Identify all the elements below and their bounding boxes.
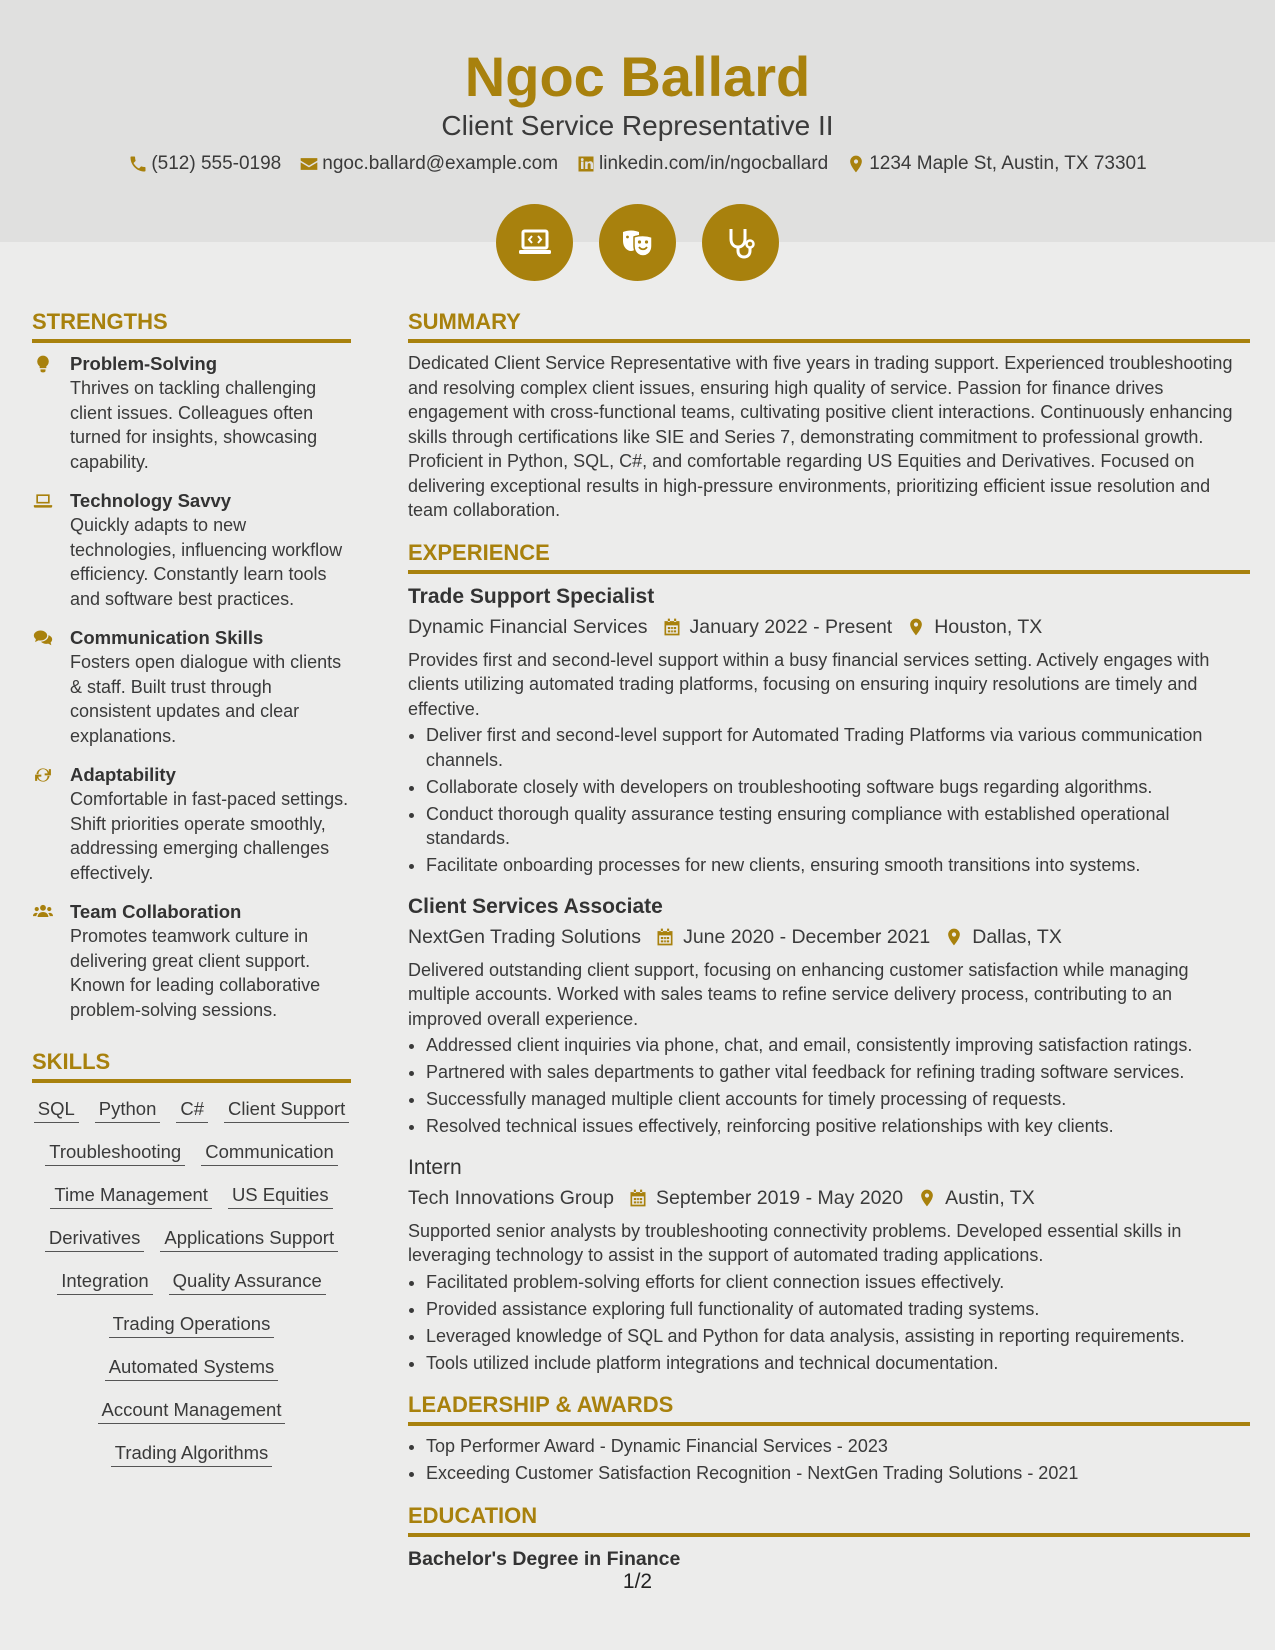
phone-icon — [128, 154, 148, 174]
job-entry — [408, 892, 1250, 1139]
map-pin-icon — [917, 1188, 937, 1208]
calendar-icon — [662, 617, 682, 637]
job-dates: September 2019 - May 2020 — [655, 1186, 904, 1209]
list-item: • Facilitated problem-solving efforts for client connection issues effectively. — [426, 1270, 1250, 1295]
contact-address-text: 1234 Maple St, Austin, TX 73301 — [869, 153, 1147, 174]
experience-heading: EXPERIENCE — [408, 537, 1250, 574]
strength-desc: Promotes teamwork culture in delivering great client support. Known for leading collaborative problem-solving sessions. — [70, 926, 321, 1020]
contact-email-text: ngoc.ballard@example.com — [322, 153, 559, 174]
strength-item — [32, 625, 351, 748]
laptop-code-icon — [515, 223, 555, 263]
strength-desc: Fosters open dialogue with clients & staff. Built trust through consistent updates and clear explanations. — [70, 652, 342, 746]
contact-email[interactable] — [299, 151, 558, 177]
list-item: • Collaborate closely with developers on troubleshooting software bugs regarding algorithms. — [426, 775, 1250, 800]
comments-icon — [32, 628, 54, 648]
sync-icon — [32, 765, 54, 785]
job-meta — [408, 612, 1250, 642]
skill-tag: Quality Assurance — [169, 1268, 326, 1295]
lightbulb-icon — [32, 354, 54, 374]
interest-badges — [0, 204, 1275, 281]
calendar-icon — [628, 1188, 648, 1208]
job-role: Trade Support Specialist — [408, 584, 655, 608]
contact-linkedin-text: linkedin.com/in/ngocballard — [599, 153, 829, 174]
skill-tag: Account Management — [98, 1397, 286, 1424]
strength-desc: Comfortable in fast-paced settings. Shift priorities operate smoothly, addressing emerging challenges effectively. — [70, 789, 349, 883]
theater-masks-icon — [618, 223, 658, 263]
strength-item — [32, 899, 351, 1022]
job-dates: June 2020 - December 2021 — [683, 925, 931, 948]
skill-tag: US Equities — [228, 1182, 333, 1209]
education-degree: Bachelor's Degree in Finance — [408, 1547, 681, 1570]
summary-text: Dedicated Client Service Representative with five years in trading support. Experienced troubleshooting and resolving complex client issues, ensuring high quality of service. Passion for finance drives engagement with cross-functional teams, cultivating positive client interactions. Continuously enhancing skills through certifications like SIE and Series 7, demonstrating commitment to professional growth. Proficient in Python, SQL, C#, and comfortable regarding US Equities and Derivatives. Focused on delivering exceptional results in high-pressure environments, prioritizing efficient issue resolution and team collaboration. — [408, 353, 1233, 520]
job-meta — [408, 922, 1250, 952]
strength-desc: Thrives on tackling challenging client issues. Colleagues often turned for insights, showcasing capability. — [70, 378, 318, 472]
job-description: Delivered outstanding client support, focusing on enhancing customer satisfaction while managing multiple accounts. Worked with sales teams to refine service delivery process, contributing to an improved overall experience. — [408, 959, 1189, 1029]
contact-phone[interactable] — [128, 151, 281, 177]
strength-item — [32, 351, 351, 474]
job-bullets — [408, 1033, 1250, 1139]
job-location: Austin, TX — [945, 1186, 1035, 1209]
list-item: • Exceeding Customer Satisfaction Recognition - NextGen Trading Solutions - 2021 — [426, 1461, 1250, 1486]
list-item: • Partnered with sales departments to gather vital feedback for refining trading software services. — [426, 1060, 1250, 1085]
users-icon — [32, 902, 54, 922]
job-entry — [408, 1153, 1250, 1376]
skill-tag: Integration — [57, 1268, 152, 1295]
list-item: • Facilitate onboarding processes for new clients, ensuring smooth transitions into systems. — [426, 853, 1250, 878]
envelope-icon — [299, 154, 319, 174]
strength-title: Problem-Solving — [70, 353, 217, 374]
skill-tag: SQL — [34, 1096, 79, 1123]
strength-title: Technology Savvy — [70, 490, 232, 511]
job-meta — [408, 1183, 1250, 1213]
skill-tag: Troubleshooting — [45, 1139, 185, 1166]
linkedin-icon — [576, 154, 596, 174]
skill-tag: Applications Support — [160, 1225, 338, 1252]
calendar-icon — [655, 927, 675, 947]
badge-theater-masks — [599, 204, 676, 281]
skills-list — [32, 1091, 351, 1467]
skill-tag: Trading Algorithms — [111, 1440, 273, 1467]
strength-item — [32, 762, 351, 885]
skill-tag: Python — [95, 1096, 161, 1123]
job-company: NextGen Trading Solutions — [408, 925, 642, 948]
skill-tag: Trading Operations — [109, 1311, 275, 1338]
contact-address — [846, 151, 1146, 177]
job-dates: January 2022 - Present — [689, 615, 893, 638]
stethoscope-icon — [721, 223, 761, 263]
list-item: • Successfully managed multiple client accounts for timely processing of requests. — [426, 1087, 1250, 1112]
job-entry — [408, 582, 1250, 878]
contact-linkedin[interactable] — [576, 151, 828, 177]
skill-tag: Automated Systems — [105, 1354, 279, 1381]
job-title: Client Service Representative II — [441, 110, 834, 141]
right-column — [408, 306, 1250, 1573]
map-pin-icon — [846, 154, 866, 174]
job-company: Dynamic Financial Services — [408, 615, 648, 638]
job-bullets — [408, 723, 1250, 878]
strengths-heading: STRENGTHS — [32, 306, 351, 343]
skill-tag: Client Support — [224, 1096, 349, 1123]
education-heading: EDUCATION — [408, 1500, 1250, 1537]
map-pin-icon — [944, 927, 964, 947]
list-item: • Deliver first and second-level support for Automated Trading Platforms via various communication channels. — [426, 723, 1250, 772]
skills-heading: SKILLS — [32, 1046, 351, 1083]
candidate-name: Ngoc Ballard — [464, 45, 811, 108]
awards-heading: LEADERSHIP & AWARDS — [408, 1389, 1250, 1426]
strength-title: Adaptability — [70, 764, 176, 785]
job-location: Dallas, TX — [972, 925, 1062, 948]
skill-tag: Communication — [201, 1139, 338, 1166]
map-pin-icon — [906, 617, 926, 637]
laptop-icon — [32, 491, 54, 511]
job-role: Intern — [408, 1155, 462, 1179]
skill-tag: C# — [176, 1096, 208, 1123]
list-item: • Addressed client inquiries via phone, chat, and email, consistently improving satisfaction ratings. — [426, 1033, 1250, 1058]
list-item: • Tools utilized include platform integrations and technical documentation. — [426, 1351, 1250, 1376]
badge-stethoscope — [702, 204, 779, 281]
list-item: • Conduct thorough quality assurance testing ensuring compliance with established operational standards. — [426, 802, 1250, 851]
strength-title: Communication Skills — [70, 627, 264, 648]
list-item: • Provided assistance exploring full functionality of automated trading systems. — [426, 1297, 1250, 1322]
list-item: • Leveraged knowledge of SQL and Python for data analysis, assisting in reporting requirements. — [426, 1324, 1250, 1349]
job-description: Provides first and second-level support within a busy financial services setting. Actively engages with clients utilizing automated trading platforms, focusing on ensuring inquiry resolutions are timely and effective. — [408, 649, 1210, 719]
badge-laptop-code — [496, 204, 573, 281]
left-column — [32, 306, 351, 1467]
summary-heading: SUMMARY — [408, 306, 1250, 343]
contact-bar — [0, 151, 1275, 177]
page-number: 1/2 — [622, 1570, 653, 1593]
contact-phone-text: (512) 555-0198 — [151, 153, 282, 174]
list-item: • Top Performer Award - Dynamic Financial Services - 2023 — [426, 1434, 1250, 1459]
strength-desc: Quickly adapts to new technologies, influencing workflow efficiency. Constantly learn tools and software best practices. — [70, 515, 343, 609]
awards-list — [408, 1434, 1250, 1486]
skill-tag: Derivatives — [45, 1225, 145, 1252]
job-location: Houston, TX — [934, 615, 1043, 638]
job-role: Client Services Associate — [408, 894, 663, 918]
strength-title: Team Collaboration — [70, 901, 242, 922]
job-description: Supported senior analysts by troubleshooting connectivity problems. Developed essential skills in leveraging technology to assist in the support of automated trading applications. — [408, 1220, 1182, 1265]
list-item: • Resolved technical issues effectively, reinforcing positive relationships with key clients. — [426, 1114, 1250, 1139]
job-bullets — [408, 1270, 1250, 1376]
strength-item — [32, 488, 351, 611]
job-company: Tech Innovations Group — [408, 1186, 614, 1209]
skill-tag: Time Management — [50, 1182, 212, 1209]
